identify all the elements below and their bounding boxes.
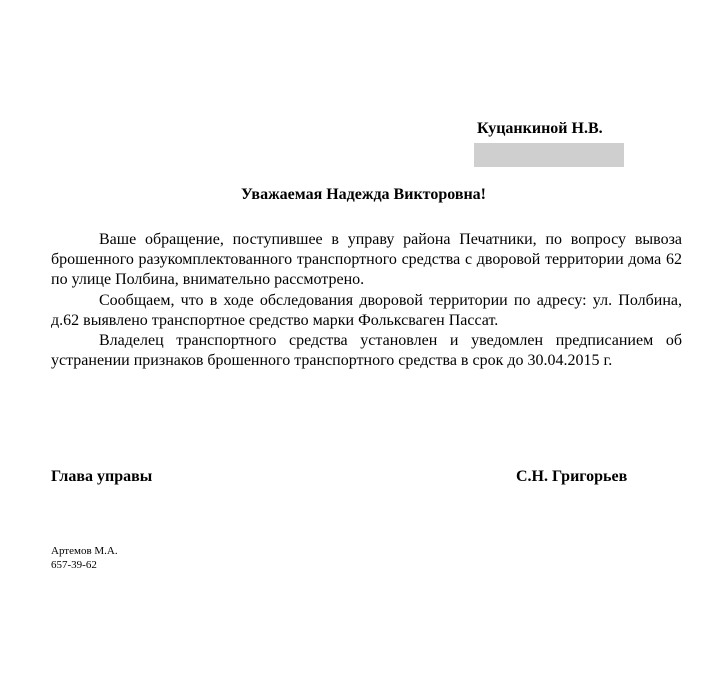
executor-info: [51, 544, 118, 572]
body-paragraph-request: Ваше обращение, поступившее в управу района Печатники, по вопросу вывоза брошенного разукомплектованного транспортного средства с дворовой территории дома 62 по улице Полбина, внимательно рассмотрено.: [51, 231, 682, 289]
body-paragraph-owner-notice: Владелец транспортного средства установлен и уведомлен предписанием об устранении признаков брошенного транспортного средства в срок до 30.04.2015 г.: [51, 332, 682, 370]
signer-title: Глава управы: [51, 468, 153, 485]
letter-greeting: Уважаемая Надежда Викторовна!: [241, 186, 486, 203]
executor-phone: 657-39-62: [51, 559, 97, 571]
body-paragraph-inspection: Сообщаем, что в ходе обследования дворовой территории по адресу: ул. Полбина, д.62 выявлено транспортное средство марки Фольксваген Пассат.: [51, 291, 682, 329]
signer-name: С.Н. Григорьев: [516, 468, 628, 485]
letter-body: [51, 230, 682, 371]
addressee-name: Куцанкиной Н.В.: [477, 120, 603, 137]
redacted-address-block: [474, 143, 624, 167]
executor-name: Артемов М.А.: [51, 545, 118, 557]
